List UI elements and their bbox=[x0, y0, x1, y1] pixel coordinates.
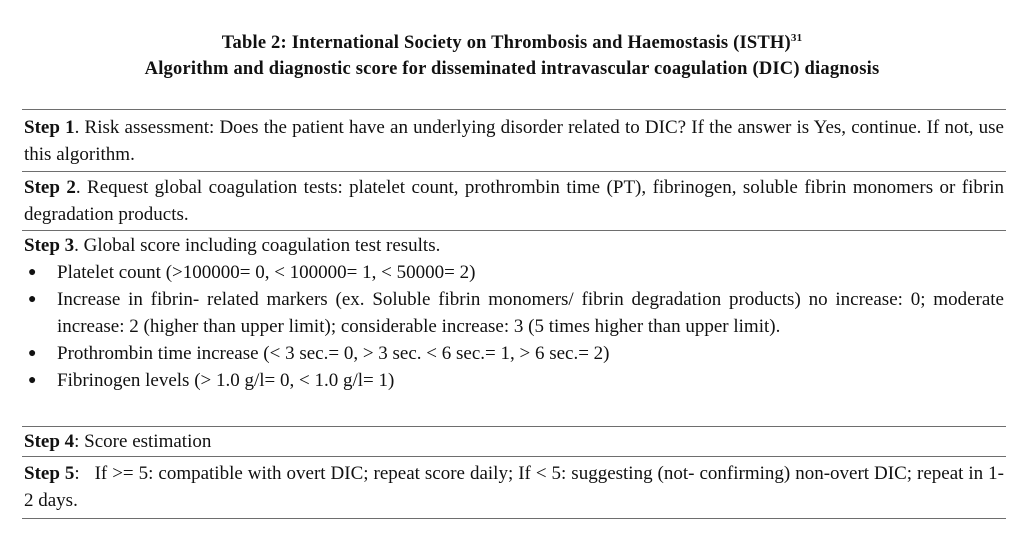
caption-line-1 bbox=[0, 30, 1024, 56]
dic-algorithm-table bbox=[22, 109, 1006, 519]
bullet-text: Increase in fibrin- related markers (ex. Soluble fibrin monomers/ fibrin degradation products) no increase: 0; moderate increase: 2 (higher than upper limit); considerable increase: 3 (5 times higher than upper limit). bbox=[57, 289, 1004, 337]
table-row-step-2 bbox=[22, 172, 1006, 231]
table-caption bbox=[0, 30, 1024, 82]
step-3-bullet-list bbox=[24, 259, 1004, 394]
step-2-text: . Request global coagulation tests: platelet count, prothrombin time (PT), fibrinogen, soluble fibrin monomers or fibrin degradation products. bbox=[24, 177, 1004, 225]
step-3-label: Step 3 bbox=[24, 235, 75, 256]
bullet-text: Platelet count (>100000= 0, < 100000= 1, < 50000= 2) bbox=[57, 262, 476, 283]
table-row-step-1 bbox=[22, 110, 1006, 172]
bullet-item-fibrinogen bbox=[24, 367, 1004, 394]
bullet-text: Fibrinogen levels (> 1.0 g/l= 0, < 1.0 g/l= 1) bbox=[57, 370, 395, 391]
step-3-text: . Global score including coagulation test results. bbox=[74, 235, 441, 256]
step-1-text: . Risk assessment: Does the patient have an underlying disorder related to DIC? If the answer is Yes, continue. If not, use this algorithm. bbox=[24, 117, 1004, 165]
step-4-text: : Score estimation bbox=[74, 431, 212, 452]
bullet-item-platelet-count bbox=[24, 259, 1004, 286]
caption-line-2: Algorithm and diagnostic score for disseminated intravascular coagulation (DIC) diagnosis bbox=[144, 59, 880, 79]
step-2-label: Step 2 bbox=[24, 177, 76, 198]
bullet-item-fibrin-markers bbox=[24, 286, 1004, 340]
caption-title: Table 2: International Society on Thrombosis and Haemostasis (ISTH) bbox=[221, 33, 791, 53]
step-5-label: Step 5 bbox=[24, 463, 75, 484]
bullet-icon: ● bbox=[28, 292, 37, 307]
table-row-step-3 bbox=[22, 231, 1006, 427]
bullet-icon: ● bbox=[28, 346, 37, 361]
table-row-step-5 bbox=[22, 457, 1006, 519]
step-4-label: Step 4 bbox=[24, 431, 75, 452]
step-3-heading bbox=[24, 232, 1004, 259]
bullet-icon: ● bbox=[28, 373, 37, 388]
step-1-label: Step 1 bbox=[24, 117, 75, 138]
table-row-step-4 bbox=[22, 427, 1006, 457]
bullet-item-prothrombin-time bbox=[24, 340, 1004, 367]
bullet-icon: ● bbox=[28, 265, 37, 280]
caption-reference: 31 bbox=[790, 32, 803, 44]
step-5-text: : If >= 5: compatible with overt DIC; repeat score daily; If < 5: suggesting (not- confirming) non-overt DIC; repeat in 1-2 days. bbox=[24, 463, 1004, 511]
bullet-text: Prothrombin time increase (< 3 sec.= 0, > 3 sec. < 6 sec.= 1, > 6 sec.= 2) bbox=[57, 343, 610, 364]
